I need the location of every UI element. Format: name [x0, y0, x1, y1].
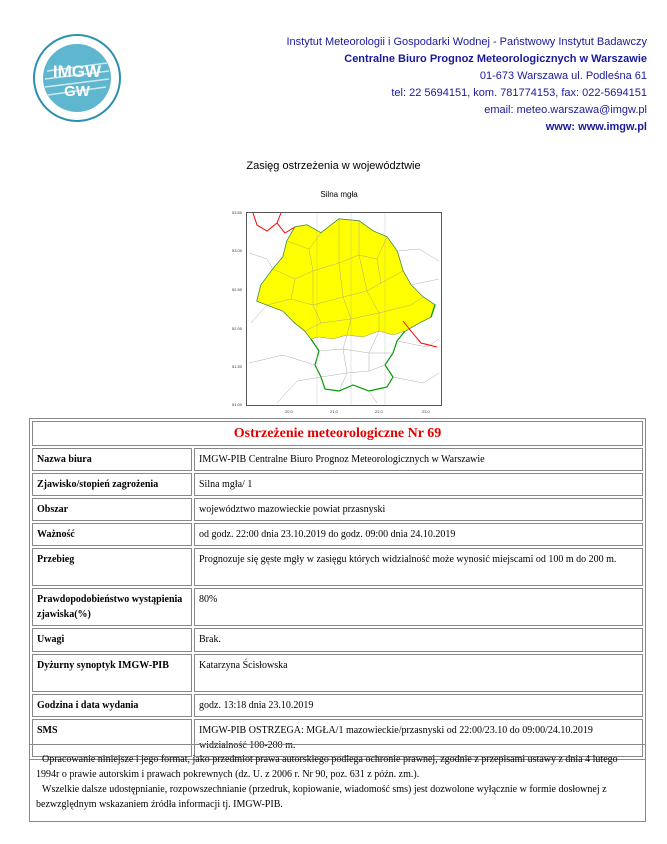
institute-name: Instytut Meteorologii i Gospodarki Wodnej - Państwowy Instytut Badawczy: [286, 36, 647, 48]
warning-table: [29, 418, 646, 760]
table-row: [32, 588, 643, 626]
row-value: godz. 13:18 dnia 23.10.2019: [194, 694, 643, 717]
warning-title: Ostrzeżenie meteorologiczne Nr 69: [32, 421, 643, 446]
redistribution-paragraph: Wszelkie dalsze udostępnianie, rozpowszechnianie (przedruk, kopiowanie, wiadomość sms) jest dozwolone wyłącznie w formie dosłownej z bezwzględnym wskazaniem źródła informacji tj. IMGW-PIB.: [36, 784, 607, 810]
row-label: Uwagi: [32, 628, 192, 652]
copyright-paragraph: Opracowanie niniejsze i jego format, jako przedmiot prawa autorskiego podlega ochronie prawnej, zgodnie z przepisami ustawy z dnia 4 lutego 1994r o prawie autorskim i prawach pokrewnych (dz. U. z 2006 r. Nr 90, poz. 631 z późn. zm.).: [36, 754, 618, 780]
table-row: [32, 473, 643, 496]
table-row: [32, 448, 643, 471]
x-tick: 20.0: [285, 409, 293, 414]
email[interactable]: email: meteo.warszawa@imgw.pl: [484, 104, 647, 116]
svg-text:GW: GW: [64, 83, 90, 100]
phone: tel: 22 5694151, kom. 781774153, fax: 022-5694151: [391, 87, 647, 99]
table-row: [32, 654, 643, 692]
row-value: województwo mazowieckie powiat przasnyski: [194, 498, 643, 521]
row-value: IMGW-PIB OSTRZEGA: MGŁA/1 mazowieckie/przasnyski od 22:00/23.10 do 09:00/24.10.2019 widzialność 100-200 m.: [194, 719, 643, 757]
x-tick: 21.0: [330, 409, 338, 414]
row-label: Ważność: [32, 523, 192, 546]
logo-text: IMGW: [52, 62, 102, 81]
row-label: SMS: [32, 719, 192, 757]
y-tick: 52.00: [232, 326, 243, 331]
imgw-logo: [25, 33, 129, 123]
row-value: 80%: [194, 588, 643, 626]
table-row: [32, 548, 643, 586]
row-value: Katarzyna Ścisłowska: [194, 654, 643, 692]
row-value: IMGW-PIB Centralne Biuro Prognoz Meteorologicznych w Warszawie: [194, 448, 643, 471]
row-label: Prawdopodobieństwo wystąpienia zjawiska(%): [32, 588, 192, 626]
y-tick: 51.00: [232, 402, 243, 407]
row-label: Zjawisko/stopień zagrożenia: [32, 473, 192, 496]
table-row: [32, 628, 643, 652]
y-tick: 53.00: [232, 248, 243, 253]
row-label: Obszar: [32, 498, 192, 521]
bureau-name: Centralne Biuro Prognoz Meteorologicznych w Warszawie: [344, 53, 647, 65]
row-label: Przebieg: [32, 548, 192, 586]
x-tick: 23.0: [422, 409, 430, 414]
table-row: [32, 523, 643, 546]
row-value: Brak.: [194, 628, 643, 652]
row-value: Prognozuje się gęste mgły w zasięgu których widzialność może wynosić miejscami od 100 m do 200 m.: [194, 548, 643, 586]
y-tick: 52.50: [232, 287, 243, 292]
page-heading: Zasięg ostrzeżenia w województwie: [246, 160, 421, 172]
row-value: od godz. 22:00 dnia 23.10.2019 do godz. 09:00 dnia 24.10.2019: [194, 523, 643, 546]
row-label: Dyżurny synoptyk IMGW-PIB: [32, 654, 192, 692]
row-value: Silna mgła/ 1: [194, 473, 643, 496]
row-label: Godzina i data wydania: [32, 694, 192, 717]
map-title: Silna mgła: [320, 190, 358, 199]
address: 01-673 Warszawa ul. Podleśna 61: [479, 70, 647, 82]
copyright-notice: [29, 744, 646, 822]
y-tick: 53.50: [232, 210, 243, 215]
row-label: Nazwa biura: [32, 448, 192, 471]
table-row: [32, 498, 643, 521]
institute-info: [286, 34, 647, 136]
website[interactable]: www: www.imgw.pl: [545, 121, 647, 133]
y-tick: 51.50: [232, 364, 243, 369]
table-row: [32, 694, 643, 717]
x-tick: 22.0: [375, 409, 383, 414]
map-frame: [246, 212, 442, 406]
warning-map: [230, 190, 448, 418]
